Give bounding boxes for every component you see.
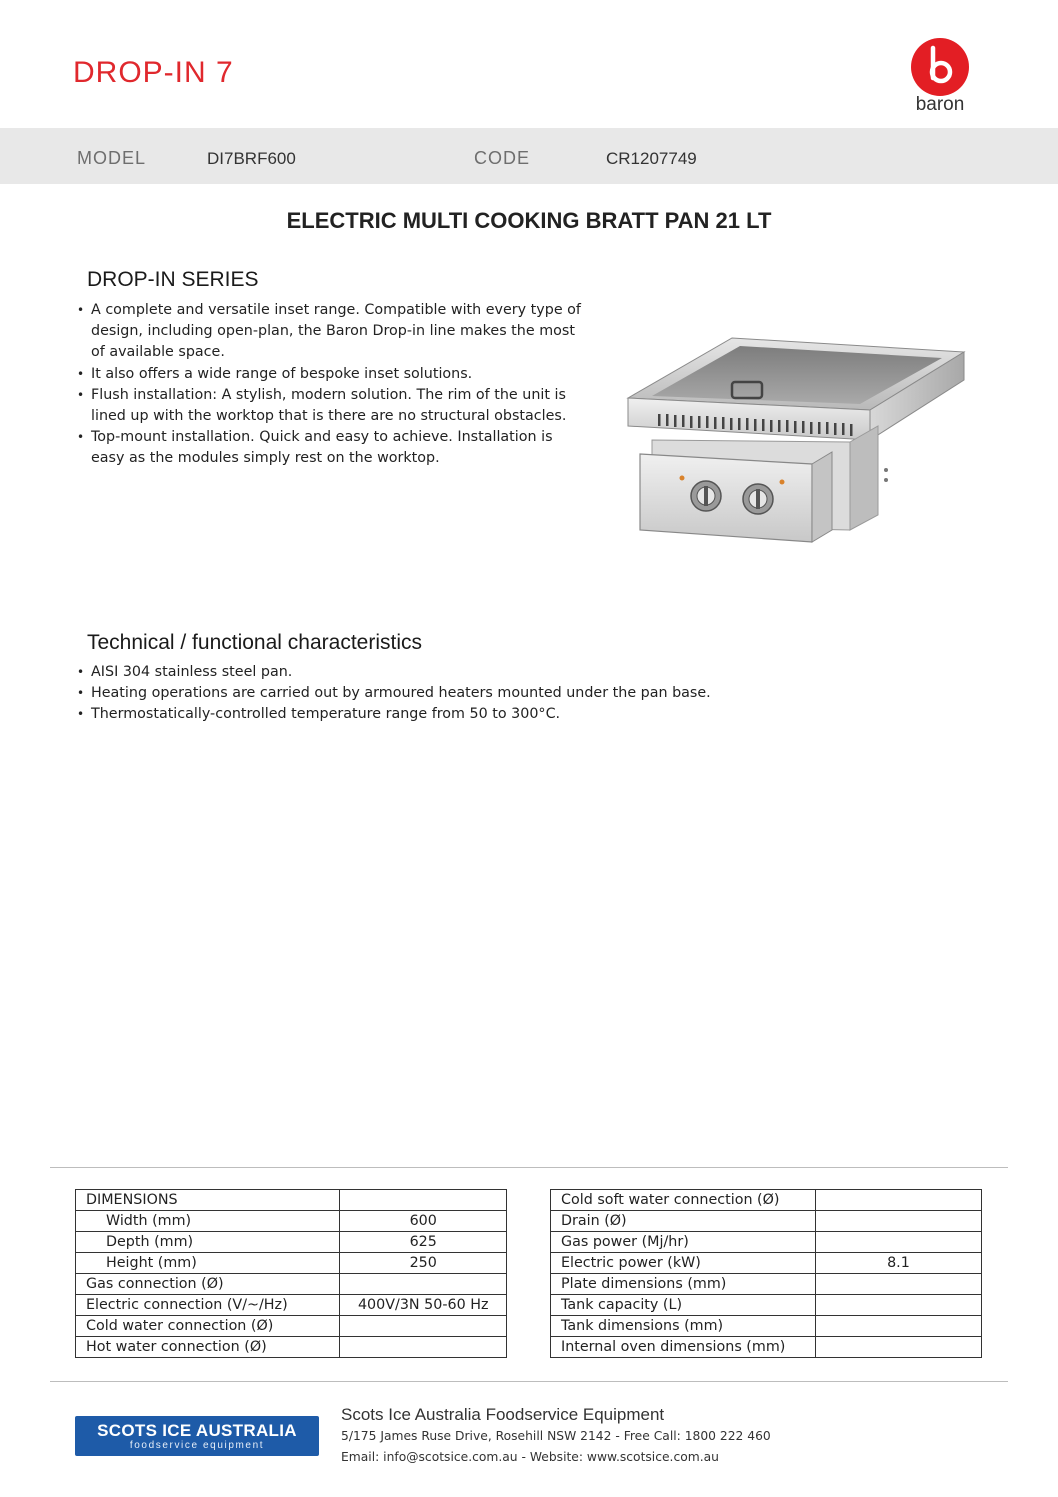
- table-row: [551, 1190, 982, 1211]
- spec-label: Electric power (kW): [551, 1253, 816, 1274]
- table-row: [76, 1211, 507, 1232]
- table-row: [76, 1274, 507, 1295]
- divider: [50, 1167, 1008, 1168]
- spec-value: 400V/3N 50-60 Hz: [340, 1295, 507, 1316]
- spec-value: 625: [340, 1232, 507, 1253]
- code-value: CR1207749: [606, 149, 697, 168]
- spec-value: [340, 1190, 507, 1211]
- spec-label: Tank capacity (L): [551, 1295, 816, 1316]
- scots-ice-logo-main: SCOTS ICE AUSTRALIA: [97, 1421, 297, 1440]
- spec-value: [815, 1190, 981, 1211]
- spec-value: [340, 1337, 507, 1358]
- baron-logo-word: baron: [915, 94, 965, 115]
- scots-ice-logo: [75, 1416, 319, 1456]
- spec-value: 600: [340, 1211, 507, 1232]
- spec-value: [815, 1211, 981, 1232]
- series-title: DROP-IN 7: [73, 56, 234, 89]
- list-item: • AISI 304 stainless steel pan.: [75, 662, 975, 683]
- list-item: • A complete and versatile inset range. Compatible with every type of design, including open-plan, the Baron Drop-in line makes the most of available space.: [75, 300, 585, 364]
- spec-value: [815, 1295, 981, 1316]
- table-row: [551, 1316, 982, 1337]
- spec-label: Gas connection (Ø): [76, 1274, 340, 1295]
- model-value: DI7BRF600: [207, 149, 296, 168]
- table-row: [76, 1253, 507, 1274]
- footer-company: Scots Ice Australia Foodservice Equipment: [341, 1405, 665, 1424]
- table-row: [76, 1232, 507, 1253]
- spec-value: [815, 1316, 981, 1337]
- spec-value: 8.1: [815, 1253, 981, 1274]
- spec-label: Width (mm): [76, 1211, 340, 1232]
- table-row: [551, 1274, 982, 1295]
- spec-label: Hot water connection (Ø): [76, 1337, 340, 1358]
- table-row: [76, 1337, 507, 1358]
- list-item: • Heating operations are carried out by armoured heaters mounted under the pan base.: [75, 683, 975, 704]
- scots-ice-logo-sub: foodservice equipment: [129, 1440, 265, 1451]
- table-row: [551, 1253, 982, 1274]
- spec-table-left: [75, 1189, 507, 1358]
- code-label: CODE: [474, 148, 531, 168]
- baron-logo: [908, 38, 972, 114]
- table-row: [76, 1316, 507, 1337]
- spec-label: Gas power (Mj/hr): [551, 1232, 816, 1253]
- table-row: [551, 1232, 982, 1253]
- list-item: • Thermostatically-controlled temperature range from 50 to 300°C.: [75, 704, 975, 725]
- list-item: • Flush installation: A stylish, modern solution. The rim of the unit is lined up with the worktop that is there are no structural obstacles.: [75, 385, 585, 427]
- product-title: ELECTRIC MULTI COOKING BRATT PAN 21 LT: [286, 208, 772, 233]
- list-item: • Top-mount installation. Quick and easy to achieve. Installation is easy as the modules simply rest on the worktop.: [75, 427, 585, 469]
- table-row: [551, 1211, 982, 1232]
- list-item: • It also offers a wide range of bespoke inset solutions.: [75, 364, 585, 385]
- series-bullet-list: [75, 300, 585, 470]
- product-image: [620, 330, 970, 550]
- spec-label: Electric connection (V/~/Hz): [76, 1295, 340, 1316]
- model-bar: [0, 128, 1058, 184]
- table-row: [76, 1295, 507, 1316]
- spec-label: Internal oven dimensions (mm): [551, 1337, 816, 1358]
- spec-value: 250: [340, 1253, 507, 1274]
- spec-value: [815, 1337, 981, 1358]
- tech-bullet-list: [75, 662, 975, 726]
- table-row: [551, 1295, 982, 1316]
- table-row: [551, 1337, 982, 1358]
- spec-value: [815, 1274, 981, 1295]
- spec-table-right: [550, 1189, 982, 1358]
- spec-label: Drain (Ø): [551, 1211, 816, 1232]
- baron-logo-mark: [911, 38, 969, 96]
- footer-address: 5/175 James Ruse Drive, Rosehill NSW 2142 - Free Call: 1800 222 460: [341, 1429, 771, 1443]
- model-label: MODEL: [77, 148, 147, 168]
- tech-heading: Technical / functional characteristics: [87, 631, 422, 654]
- spec-label: Tank dimensions (mm): [551, 1316, 816, 1337]
- spec-value: [340, 1274, 507, 1295]
- spec-label: Height (mm): [76, 1253, 340, 1274]
- spec-label: Cold water connection (Ø): [76, 1316, 340, 1337]
- spec-label: Plate dimensions (mm): [551, 1274, 816, 1295]
- spec-value: [340, 1316, 507, 1337]
- spec-value: [815, 1232, 981, 1253]
- spec-label: DIMENSIONS: [76, 1190, 340, 1211]
- footer-contact: Email: info@scotsice.com.au - Website: www.scotsice.com.au: [341, 1450, 719, 1464]
- table-row: [76, 1190, 507, 1211]
- spec-label: Cold soft water connection (Ø): [551, 1190, 816, 1211]
- divider: [50, 1381, 1008, 1382]
- spec-label: Depth (mm): [76, 1232, 340, 1253]
- series-heading: DROP-IN SERIES: [87, 268, 259, 291]
